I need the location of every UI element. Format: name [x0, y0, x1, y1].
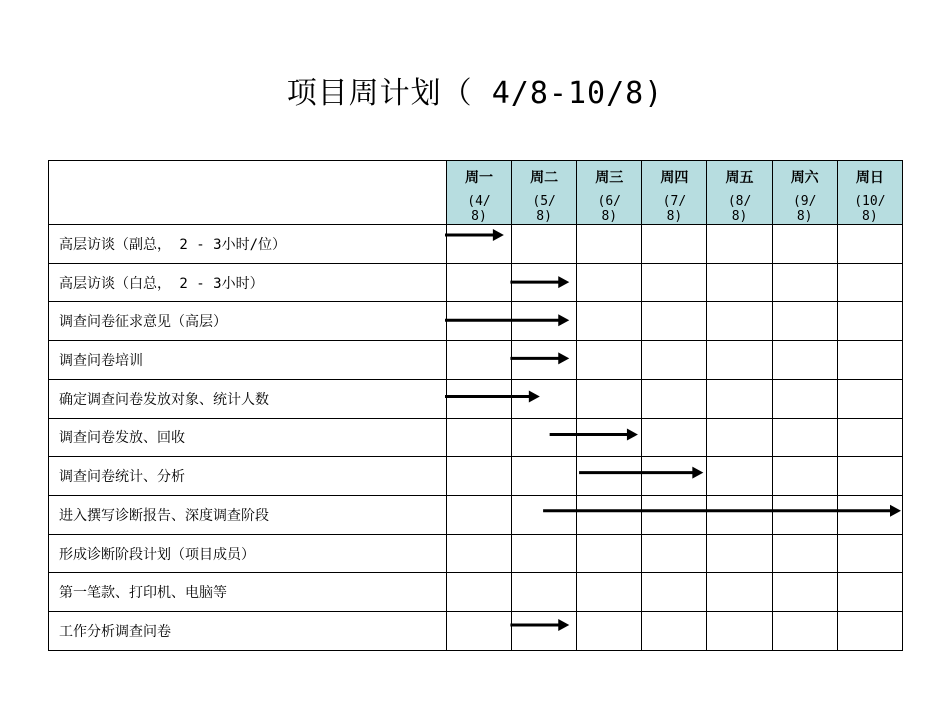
day-cell: [707, 457, 772, 496]
day-cell: [642, 225, 707, 264]
day-cell: [577, 341, 642, 380]
task-label: 调查问卷发放、回收: [49, 418, 447, 457]
day-cell: [577, 225, 642, 264]
day-cell: [772, 534, 837, 573]
day-cell: [446, 225, 511, 264]
day-cell: [837, 496, 902, 535]
day-cell: [707, 496, 772, 535]
day-cell: [577, 534, 642, 573]
day-cell: [642, 263, 707, 302]
day-cell: [642, 534, 707, 573]
day-header: [837, 161, 902, 225]
day-cell: [772, 496, 837, 535]
day-cell: [837, 225, 902, 264]
gantt-chart: [48, 160, 903, 651]
day-cell: [512, 573, 577, 612]
day-cell: [707, 418, 772, 457]
day-cell: [707, 302, 772, 341]
day-header: [577, 161, 642, 225]
day-date: (10/: [854, 194, 886, 209]
day-name: 周五: [725, 170, 754, 186]
day-cell: [446, 341, 511, 380]
day-cell: [577, 263, 642, 302]
table-row: [49, 341, 903, 380]
task-label: 确定调查问卷发放对象、统计人数: [49, 379, 447, 418]
day-cell: [772, 341, 837, 380]
page-title: 项目周计划（ 4/8-10/8): [286, 76, 664, 111]
task-label: 调查问卷统计、分析: [49, 457, 447, 496]
day-name: 周四: [660, 170, 689, 186]
day-header: [642, 161, 707, 225]
task-label: 形成诊断阶段计划（项目成员）: [49, 534, 447, 573]
table-row: [49, 263, 903, 302]
day-header: [707, 161, 772, 225]
day-date: 8): [796, 209, 813, 224]
day-cell: [837, 379, 902, 418]
day-cell: [707, 534, 772, 573]
day-date: 8): [666, 209, 683, 224]
day-cell: [446, 418, 511, 457]
day-cell: [512, 302, 577, 341]
day-cell: [446, 457, 511, 496]
day-cell: [642, 418, 707, 457]
day-cell: [512, 341, 577, 380]
day-cell: [642, 379, 707, 418]
day-cell: [707, 379, 772, 418]
day-cell: [707, 573, 772, 612]
day-date: 8): [536, 209, 552, 224]
header-corner-cell: [49, 161, 447, 225]
day-cell: [837, 302, 902, 341]
day-cell: [512, 379, 577, 418]
day-cell: [772, 263, 837, 302]
day-header: [446, 161, 511, 225]
day-cell: [772, 225, 837, 264]
day-date: (4/: [467, 194, 491, 209]
day-cell: [577, 496, 642, 535]
table-row: [49, 496, 903, 535]
day-cell: [446, 612, 511, 651]
table-row: [49, 457, 903, 496]
day-header: [772, 161, 837, 225]
table-row: [49, 612, 903, 651]
task-label: 调查问卷征求意见（高层）: [49, 302, 447, 341]
day-cell: [837, 457, 902, 496]
day-cell: [512, 496, 577, 535]
table-row: [49, 534, 903, 573]
day-cell: [577, 573, 642, 612]
day-cell: [707, 341, 772, 380]
day-cell: [446, 573, 511, 612]
day-date: (6/: [597, 194, 622, 209]
day-cell: [512, 263, 577, 302]
day-cell: [446, 379, 511, 418]
day-date: 8): [731, 209, 748, 224]
day-cell: [642, 496, 707, 535]
day-cell: [642, 302, 707, 341]
day-date: 8): [862, 209, 878, 224]
day-cell: [837, 263, 902, 302]
task-label: 高层访谈（白总， 2 - 3小时）: [49, 263, 447, 302]
day-cell: [772, 612, 837, 651]
day-date: 8): [471, 209, 487, 224]
day-cell: [446, 302, 511, 341]
task-label: 工作分析调查问卷: [49, 612, 447, 651]
day-cell: [512, 457, 577, 496]
day-cell: [772, 379, 837, 418]
day-cell: [512, 418, 577, 457]
day-cell: [772, 457, 837, 496]
day-header: [512, 161, 577, 225]
day-cell: [772, 418, 837, 457]
header-row: [49, 161, 903, 225]
day-cell: [577, 418, 642, 457]
table-row: [49, 302, 903, 341]
table-row: [49, 379, 903, 418]
day-cell: [772, 573, 837, 612]
day-name: 周日: [855, 170, 884, 186]
day-cell: [446, 263, 511, 302]
day-cell: [772, 302, 837, 341]
day-cell: [446, 534, 511, 573]
day-cell: [446, 496, 511, 535]
day-cell: [707, 263, 772, 302]
table-row: [49, 573, 903, 612]
day-cell: [642, 612, 707, 651]
day-cell: [837, 612, 902, 651]
day-cell: [837, 534, 902, 573]
day-date: (7/: [662, 194, 687, 209]
day-cell: [512, 534, 577, 573]
day-cell: [577, 302, 642, 341]
task-label: 高层访谈（副总， 2 - 3小时/位）: [49, 225, 447, 264]
day-cell: [577, 612, 642, 651]
schedule-table: [48, 160, 903, 651]
day-cell: [837, 418, 902, 457]
day-name: 周二: [530, 170, 559, 186]
task-label: 进入撰写诊断报告、深度调查阶段: [49, 496, 447, 535]
day-date: (8/: [727, 194, 752, 209]
day-cell: [512, 225, 577, 264]
day-cell: [577, 457, 642, 496]
day-cell: [642, 341, 707, 380]
table-row: [49, 225, 903, 264]
day-cell: [707, 612, 772, 651]
day-name: 周六: [790, 170, 819, 186]
day-cell: [642, 573, 707, 612]
task-label: 第一笔款、打印机、电脑等: [49, 573, 447, 612]
day-cell: [837, 573, 902, 612]
day-cell: [642, 457, 707, 496]
table-row: [49, 418, 903, 457]
task-label: 调查问卷培训: [49, 341, 447, 380]
day-cell: [577, 379, 642, 418]
day-name: 周三: [595, 170, 624, 186]
day-cell: [707, 225, 772, 264]
day-date: (9/: [792, 194, 817, 209]
day-cell: [837, 341, 902, 380]
day-name: 周一: [464, 170, 493, 186]
day-date: 8): [601, 209, 618, 224]
day-date: (5/: [532, 194, 556, 209]
day-cell: [512, 612, 577, 651]
